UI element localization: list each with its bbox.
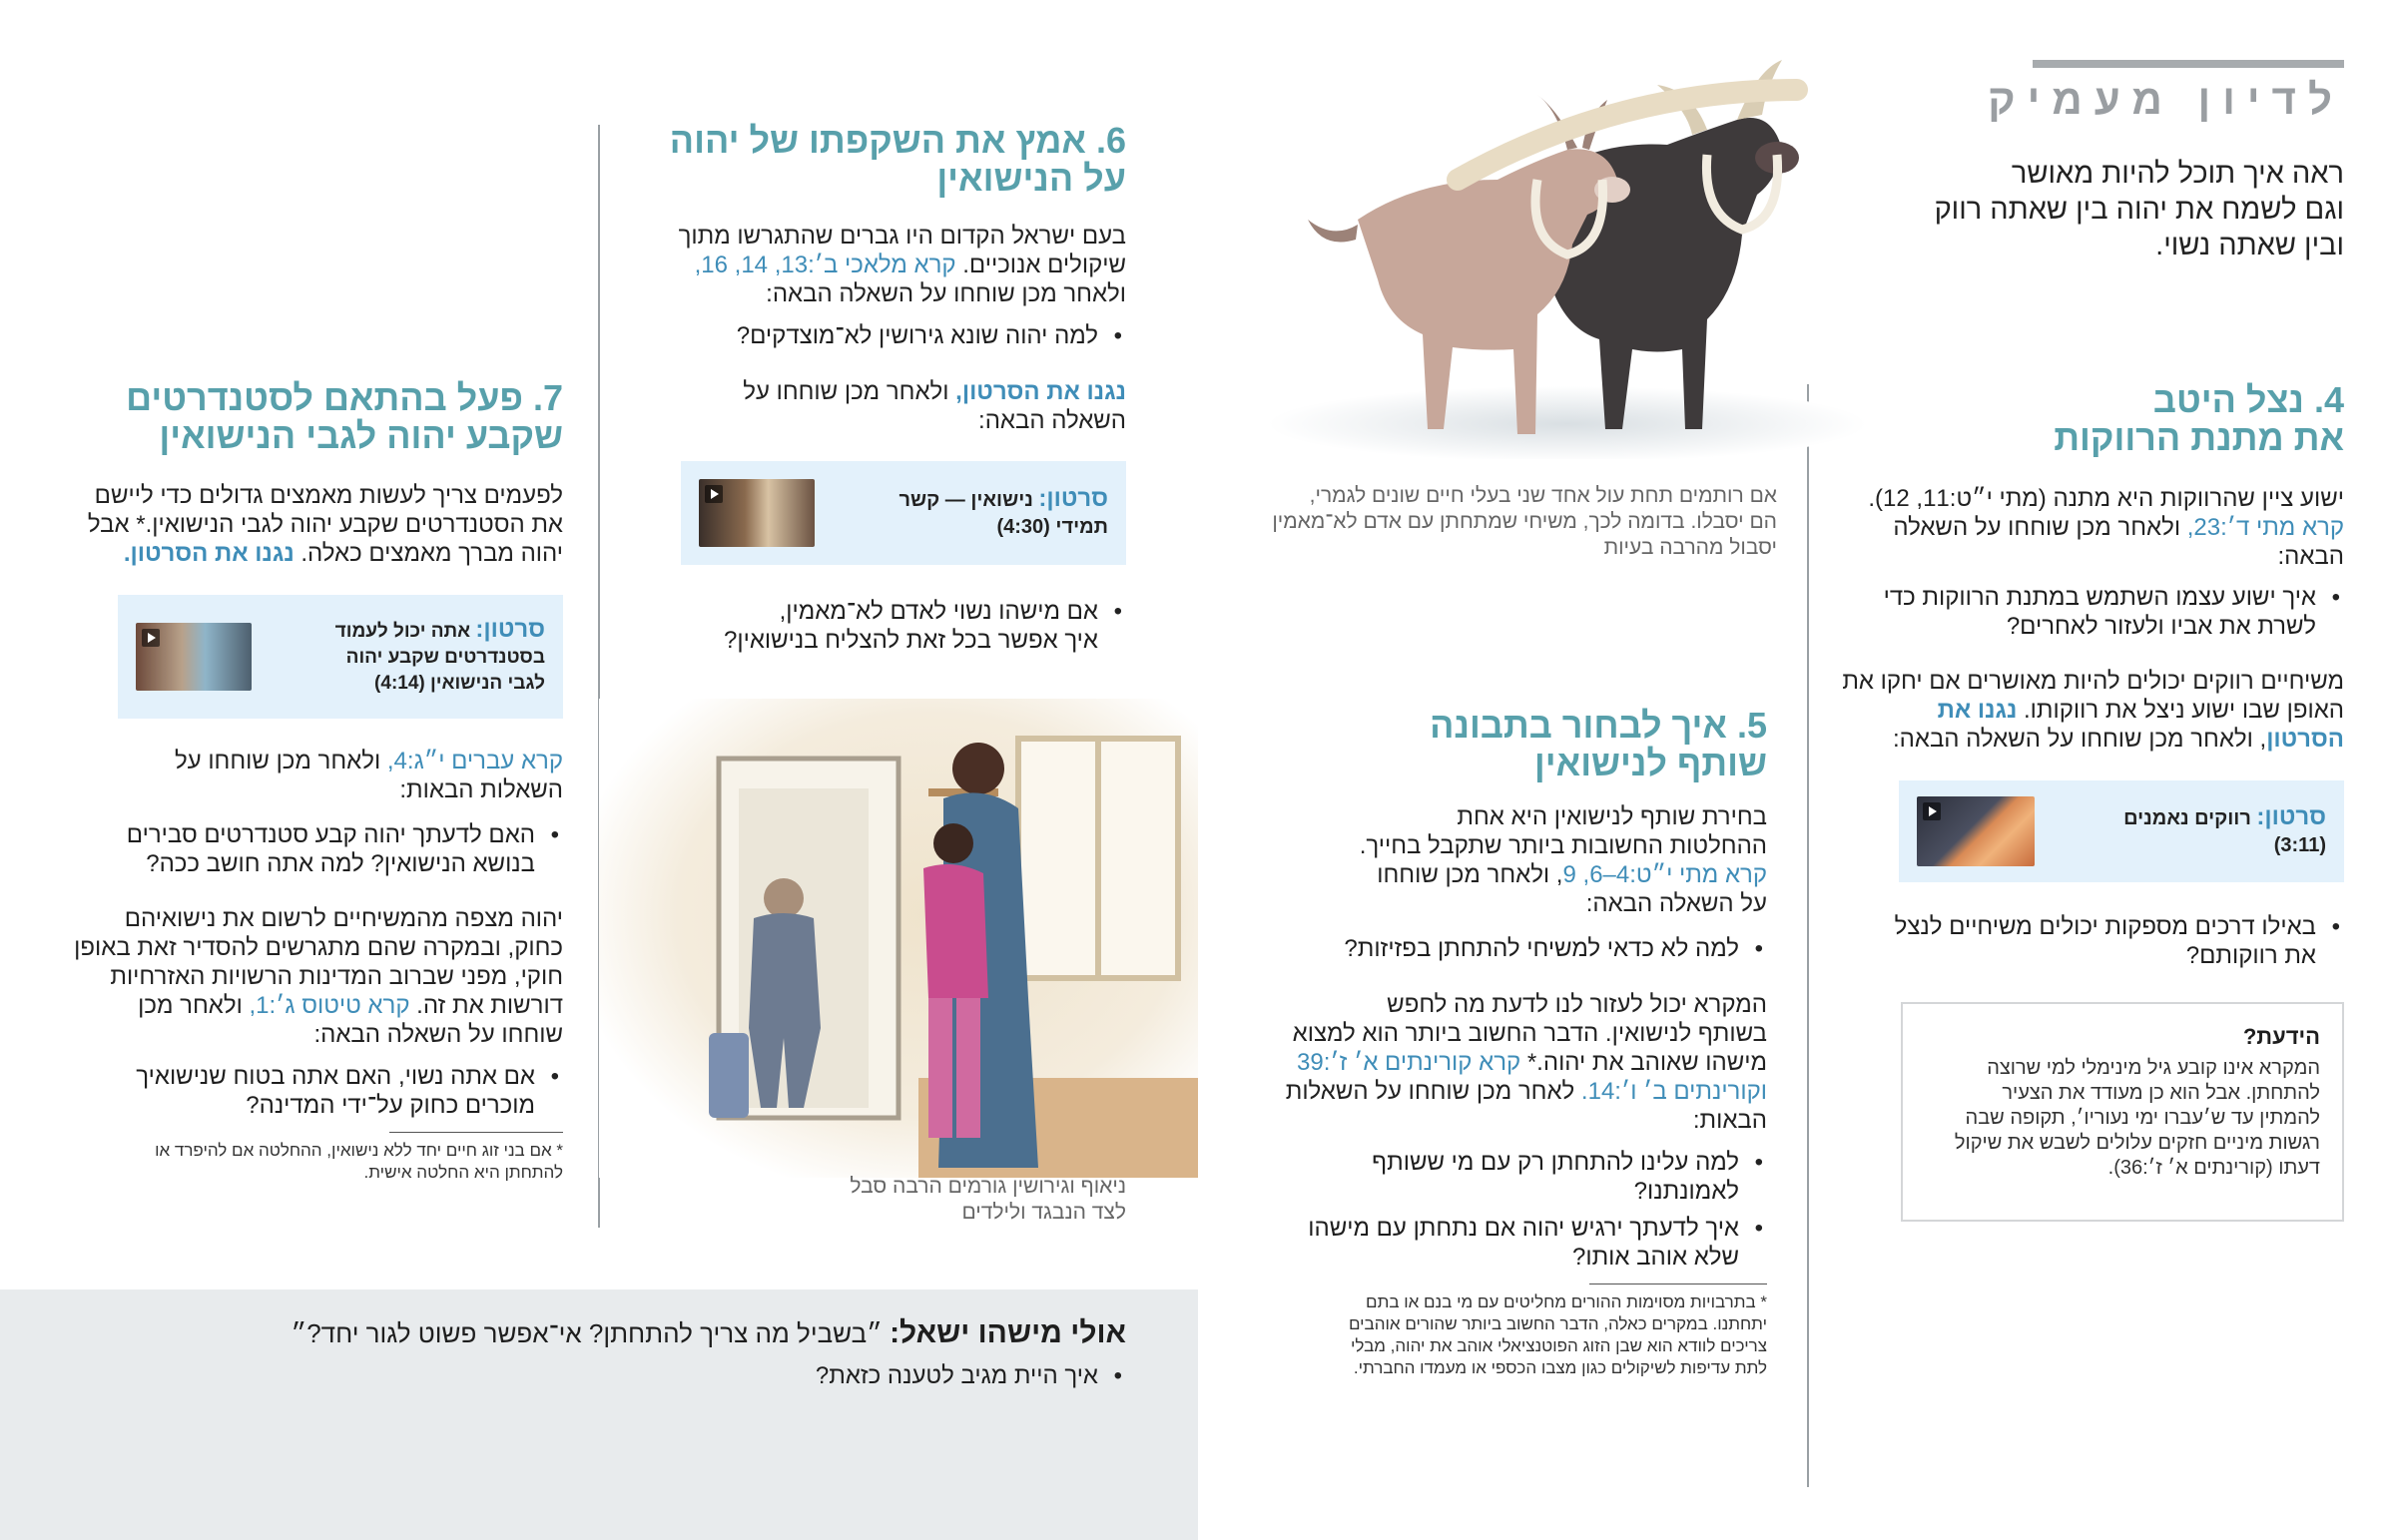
play-icon: [142, 629, 160, 647]
section7-paragraph-3: יהוה מצפה מהמשיחיים לרשום את נישואיהם כחוק, ובמקרה שהם מתגרשים להסדיר זאת באופן חוקי, מפני שברוב המדינות הרשויות האזרחיות דורשות את זה. קרא טיטוס ג׳:1, ולאחר מכן שוחחו על השאלה הבאה:: [74, 905, 563, 1048]
section4-question-1: • איך ישוע עצמו השתמש במתנת הרווקות כדי לשרת את אביו ולעזור לאחרים?: [1845, 583, 2344, 641]
video-thumbnail[interactable]: [699, 479, 815, 547]
video-card-marriage[interactable]: [681, 461, 1126, 565]
someone-may-ask-text: אולי מישהו ישאל: ״בשביל מה צריך להתחתן? אי־אפשר פשוט לגור יחד?״: [291, 1316, 1126, 1349]
section5-heading: 5. איך לבחור בתבונה שותף לנישואין: [1430, 705, 1767, 783]
video-card-single-faithful[interactable]: [1899, 780, 2344, 882]
did-you-know-box: [1901, 1002, 2344, 1222]
section7-paragraph-1: לפעמים צריך לעשות מאמצים גדולים כדי ליישם את הסטנדרטים שקבע יהוה לגבי הנישואין.* אבל יהוה מברך מאמצים כאלה. נגנו את הסרטון.: [87, 482, 563, 567]
video-text: סרטון: אתה יכול לעמוד בסטנדרטים שקבע יהוה לגבי הנישואין (4:14): [334, 616, 545, 694]
section5-questions: • למה עלינו להתחתן רק עם מי ששותף לאמונתנו? • איך לדעתך ירגיש יהוה אם נתחתן עם מישהו שלא אוהב אותו?: [1258, 1148, 1767, 1272]
section4-heading: 4. נצל היטב את מתנת הרווקות: [2054, 379, 2344, 458]
scripture-link[interactable]: קרא מתי ד׳:23,: [2186, 514, 2344, 541]
play-video-link[interactable]: נגנו את הסרטון.: [123, 540, 295, 567]
scripture-link[interactable]: קרא עברים י״ג:4,: [386, 748, 563, 774]
section6-heading: 6. אמץ את השקפתו של יהוה על הנישואין: [669, 120, 1126, 199]
scripture-link[interactable]: וקורינתים ב׳ ו׳:14.: [1580, 1078, 1767, 1105]
section5-question-1: • למה לא כדאי למשיחי להתחתן בפזיזות?: [1258, 934, 1767, 963]
scripture-link[interactable]: קרא מלאכי ב׳:13, 14,: [734, 252, 956, 278]
play-icon: [1923, 802, 1941, 820]
section7-question-1: • האם לדעתך יהוה קבע סטנדרטים סבירים בנושא הנישואין? למה אתה חושב ככה?: [70, 820, 563, 878]
header-rule: [2033, 60, 2344, 68]
section7-heading: 7. פעל בהתאם לסטנדרטים שקבע יהוה לגבי הנישואין: [126, 377, 563, 456]
section4-question-2: • באילו דרכים מספקות יכולים משיחיים לנצל את רווקותם?: [1845, 912, 2344, 970]
scripture-link[interactable]: קרא טיטוס ג׳:1,: [249, 992, 410, 1019]
section7-question-2: • אם אתה נשוי, האם אתה בטוח שנישואיך מוכרים כחוק על־ידי המדינה?: [70, 1062, 563, 1120]
section7-footnote-rule: [389, 1132, 563, 1133]
scripture-link[interactable]: קרא קורינתים א׳ ז׳:39: [1297, 1049, 1521, 1076]
section5-footnote: * בתרבויות מסוימות ההורים מחליטים עם מי בנם או בתם יתחתנו. במקרים כאלה, הדבר החשוב ביותר שהורים אוהבים צריכים לוודא הוא שבן הזוג הפוטנציאלי אוהב את יהוה, מבלי לתת עדיפות לשיקולים כגון מצבו הכספי או מעמדו החברתי.: [1348, 1292, 1767, 1377]
column-divider: [1807, 384, 1809, 1487]
family-caption: ניאוף וגירושין גורמים הרבה סבל לצד הנבגד ולילדים: [850, 1175, 1126, 1224]
video-text: סרטון: נישואין — קשר תמידי (4:30): [898, 485, 1108, 538]
did-you-know-title: הידעת?: [2242, 1024, 2320, 1049]
section7-footnote: * אם בני זוג חיים יחד ללא נישואין, ההחלטה אם להיפרד או להתחתן היא החלטה אישית.: [155, 1141, 563, 1182]
oxen-yoke-illustration: [1238, 30, 1877, 459]
section4-paragraph-1: ישוע ציין שהרווקות היא מתנה (מתי י״ט:11, 12). קרא מתי ד׳:23, ולאחר מכן שוחחו על השאלה הבאה:: [1868, 485, 2344, 570]
play-icon: [705, 485, 723, 503]
video-card-standards[interactable]: [118, 595, 563, 719]
play-video-link[interactable]: הסרטון: [2266, 726, 2344, 753]
someone-may-ask-panel: [0, 1289, 1198, 1540]
page-title: לדיון מעמיק: [1988, 76, 2344, 123]
section4-paragraph-2: משיחיים רווקים יכולים להיות מאושרים אם יחקו את האופן שבו ישוע ניצל את רווקותו. נגנו את הסרטון, ולאחר מכן שוחחו על השאלה הבאה:: [1842, 668, 2344, 753]
section7-paragraph-2: קרא עברים י״ג:4, ולאחר מכן שוחחו על השאלות הבאות:: [174, 748, 563, 803]
intro-text: ראה איך תוכל להיות מאושר וגם לשמח את יהוה בין שאתה רווק ובין שאתה נשוי.: [1934, 158, 2344, 261]
oxen-caption: אם רותמים תחת עול אחד שני בעלי חיים שונים לגמרי, הם יסבלו. בדומה לכך, משיחי שמתחתן עם אדם לא־מאמין יסבול מהרבה בעיות: [1272, 484, 1777, 559]
section6-question-2: • אם מישהו נשוי לאדם לא־מאמין, איך אפשר בכל זאת להצליח בנישואין?: [639, 597, 1126, 655]
scripture-link[interactable]: קרא מתי י״ט:4–6, 9: [1562, 861, 1767, 888]
video-thumbnail[interactable]: [1917, 796, 2035, 866]
scripture-link[interactable]: 16,: [694, 252, 728, 278]
video-thumbnail[interactable]: [136, 623, 252, 691]
section6-paragraph-2: נגנו את הסרטון, ולאחר מכן שוחחו על השאלה הבאה:: [743, 378, 1126, 434]
play-video-link[interactable]: נגנו את הסרטון,: [955, 378, 1126, 405]
video-text: סרטון: רווקים נאמנים (3:11): [2123, 803, 2326, 856]
did-you-know-text: המקרא אינו קובע גיל מינימלי למי שרוצה להתחתן. אבל הוא כן מעודד את הצעיר להמתין עד ש׳עברו ימי נעוריו׳, תקופה שבה רגשות מיניים חזקים עלולים לשבש את שיקול דעתו (קורינתים א׳ ז׳:36).: [1954, 1057, 2320, 1179]
family-illustration: [599, 699, 1198, 1178]
play-video-link[interactable]: נגנו את: [1937, 697, 2018, 724]
someone-may-ask-question: • איך היית מגיב לטענה כזאת?: [28, 1361, 1126, 1390]
section6-question-1: • למה יהוה שונא גירושין לא־מוצדקים?: [639, 321, 1126, 350]
section5-footnote-rule: [1589, 1283, 1767, 1284]
section6-paragraph-1: בעם ישראל הקדום היו גברים שהתגרשו מתוך שיקולים אנוכיים. קרא מלאכי ב׳:13, 14, 16, ולאחר מכן שוחחו על השאלה הבאה:: [678, 223, 1126, 307]
section5-paragraph-2: המקרא יכול לעזור לנו לדעת מה לחפש בשותף לנישואין. הדבר החשוב ביותר הוא למצוא מישהו שאוהב את יהוה.* קרא קורינתים א׳ ז׳:39 וקורינתים ב׳ ו׳:14. לאחר מכן שוחחו על השאלות הבאות:: [1285, 991, 1767, 1134]
section5-paragraph-1: בחירת שותף לנישואין היא אחת ההחלטות החשובות ביותר שתקבל בחייך. קרא מתי י״ט:4–6, 9, ולאחר מכן שוחחו על השאלה הבאה:: [1359, 803, 1767, 917]
